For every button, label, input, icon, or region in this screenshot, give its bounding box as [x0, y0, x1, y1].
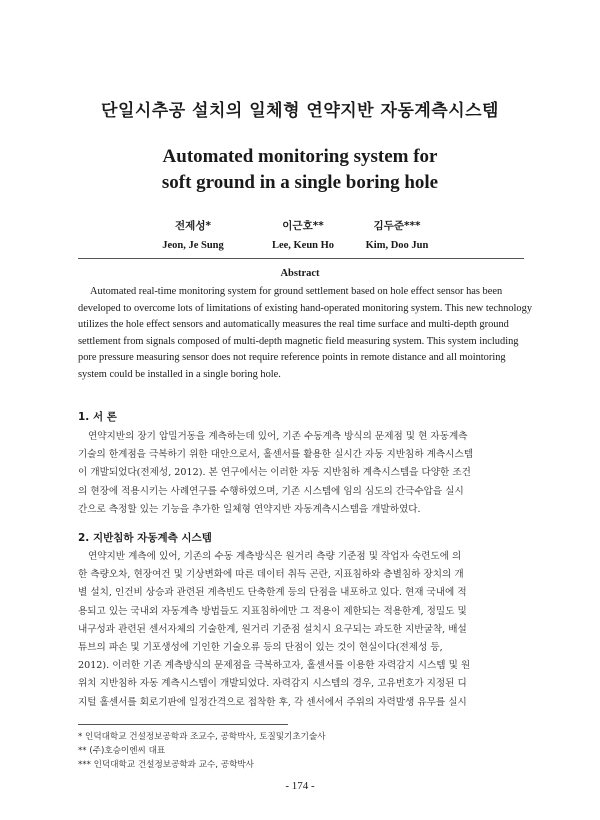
paragraph-line: 튜브의 파손 및 기포생성에 기인한 기술오류 등의 단점이 있는 것이 현실이다(전제성 등, [78, 642, 443, 654]
author-1-name-ko: 전제성* [175, 220, 211, 232]
section-1-body [78, 428, 524, 519]
author-1 [133, 219, 253, 253]
paragraph-line: 기술의 한계점을 극복하기 위한 대안으로서, 홀센서를 활용한 실시간 자동 지반침하 계측시스템 [78, 449, 473, 461]
title-korean: 단일시추공 설치의 일체형 연약지반 자동계측시스템 [101, 101, 499, 121]
paragraph-line: 별 설치, 인건비 상승과 관련된 계측빈도 단축한계 등의 단점을 내포하고 있다. 현재 국내에 적 [78, 587, 467, 599]
abstract-line: Automated real-time monitoring system for ground settlement based on hole effect sensor has been [90, 286, 503, 297]
abstract-body [78, 284, 533, 384]
footnotes [78, 730, 524, 772]
author-2-name-ko: 이근호** [282, 220, 324, 232]
section-2-heading: 2. 지반침하 자동계측 시스템 [78, 532, 212, 544]
page-number: - 174 - [285, 780, 315, 792]
paragraph-line: 연약지반의 장기 압밀거동을 계측하는데 있어, 기존 수동계측 방식의 문제점 및 현 자동계측 [88, 431, 468, 442]
author-3-name-ko: 김두준*** [373, 220, 421, 232]
footnote-1: * 인덕대학교 건설정보공학과 조교수, 공학박사, 토질및기초기술사 [78, 732, 326, 742]
author-2-name-en: Lee, Keun Ho [271, 240, 335, 251]
paragraph-line: 2012). 이러한 기존 계측방식의 문제점을 극복하고자, 홀센서를 이용한 자력감지 시스템 및 원 [78, 660, 471, 672]
abstract-line: pore pressure measuring sensor does not require reference points in remote distance and all mointoring [78, 352, 506, 364]
abstract-line: utilizes the hole effect sensors and automatically measures the real time surface and multi-depth ground [78, 319, 509, 331]
paragraph-line: 내구성과 관련된 센서자체의 기술한계, 원거리 기준점 설치시 요구되는 과도한 지반굴착, 배설 [78, 623, 467, 635]
paragraph-line: 의 현장에 적용시키는 사례연구를 수행하였으며, 기존 시스템에 임의 심도의 간극수압을 실시 [78, 485, 464, 497]
paragraph-line: 간으로 측정할 있는 기능을 추가한 일체형 연약지반 자동계측시스템을 개발하였다. [78, 503, 421, 515]
paragraph-line: 위치 지반침하 자동 계측시스템이 개발되었다. 자력감지 시스템의 경우, 고유번호가 지정된 디 [78, 678, 467, 690]
footnote-divider [78, 724, 288, 725]
author-3 [337, 219, 457, 253]
header-divider [78, 258, 524, 259]
abstract-line: system could be installed in a single boring hole. [78, 368, 281, 380]
section-2-body [78, 548, 524, 712]
paragraph-line: 용되고 있는 국내외 자동계측 방법들도 지표침하에만 그 적용이 제한되는 적용한계, 정밀도 및 [78, 605, 467, 617]
paragraph-line: 연약지반 계측에 있어, 기존의 수동 계측방식은 원거리 측량 기준점 및 작업자 숙련도에 의 [88, 551, 462, 562]
section-1-heading: 1. 서 론 [78, 411, 117, 423]
paragraph-line: 한 측량오차, 현장여건 및 기상변화에 따른 데이터 취득 곤란, 지표침하와 층별침하 장치의 개 [78, 569, 464, 581]
author-1-name-en: Jeon, Je Sung [162, 240, 224, 251]
abstract-heading: Abstract [280, 268, 320, 279]
footnote-2: ** (주)호승이엔씨 대표 [78, 746, 166, 756]
paragraph-line: 이 개발되었다(전제성, 2012). 본 연구에서는 이러한 자동 지반침하 계측시스템을 다양한 조건 [78, 467, 471, 479]
abstract-line: developed to overcome lots of limitations of existing hand-operated monitoring system. This new technology [78, 302, 533, 314]
abstract-line: settlement from signals composed of multi-depth magnetic field measuring system. This system including [78, 335, 519, 347]
title-english [0, 144, 600, 196]
footnote-3: *** 인덕대학교 건설정보공학과 교수, 공학박사 [78, 760, 254, 770]
author-3-name-en: Kim, Doo Jun [365, 240, 429, 251]
title-english-line-2: soft ground in a single boring hole [161, 172, 439, 193]
title-english-line-1: Automated monitoring system for [162, 146, 438, 167]
paragraph-line: 지털 홀센서를 회로기판에 일정간격으로 접착한 후, 각 센서에서 주위의 자력발생 유무를 실시 [78, 696, 467, 708]
